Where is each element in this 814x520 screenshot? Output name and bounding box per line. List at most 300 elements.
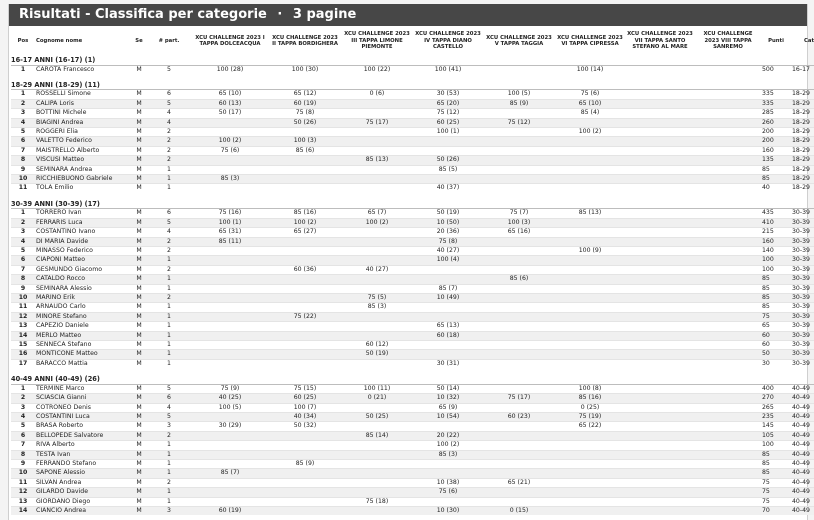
cell-stage-4: [413, 265, 483, 274]
spacer-cell: [11, 193, 814, 200]
table-row: [11, 322, 814, 331]
spacer-cell: [11, 74, 814, 81]
cell-stage-2: [269, 247, 341, 256]
cell-category: 30-39: [791, 265, 814, 274]
table-row: [11, 450, 814, 459]
cell-stage-4: 65 (20): [413, 99, 483, 108]
cell-stage-8: [695, 65, 761, 74]
cell-stage-1: [191, 350, 269, 359]
cell-stage-8: [695, 450, 761, 459]
cell-participations: 6: [147, 394, 191, 403]
cell-stage-5: 75 (12): [483, 118, 555, 127]
cell-sex: M: [131, 403, 147, 412]
cell-stage-6: [555, 303, 625, 312]
cell-sex: M: [131, 322, 147, 331]
cell-stage-1: [191, 128, 269, 137]
table-row: [11, 99, 814, 108]
cell-sex: M: [131, 478, 147, 487]
cell-stage-3: 85 (13): [341, 156, 413, 165]
cell-category: 40-49: [791, 422, 814, 431]
col-points: Punti: [768, 37, 784, 44]
cell-sex: M: [131, 65, 147, 74]
cell-category: 40-49: [791, 497, 814, 506]
cell-stage-7: [625, 118, 695, 127]
cell-stage-2: 100 (30): [269, 65, 341, 74]
cell-sex: M: [131, 469, 147, 478]
cell-sex: M: [131, 128, 147, 137]
cell-stage-8: [695, 303, 761, 312]
cell-stage-7: [625, 488, 695, 497]
cell-name: GIORDANO Diego: [35, 497, 131, 506]
cell-stage-2: 100 (2): [269, 218, 341, 227]
cell-participations: 1: [147, 312, 191, 321]
cell-pos: 1: [11, 90, 35, 99]
cell-category: 18-29: [791, 99, 814, 108]
cell-stage-5: [483, 341, 555, 350]
category-title: 40-49 ANNI (40-49) (26): [11, 375, 814, 384]
cell-stage-2: [269, 331, 341, 340]
cell-pos: 17: [11, 359, 35, 368]
cell-points: 75: [761, 478, 791, 487]
cell-sex: M: [131, 237, 147, 246]
cell-pos: 9: [11, 460, 35, 469]
cell-sex: M: [131, 350, 147, 359]
cell-sex: M: [131, 431, 147, 440]
cell-stage-8: [695, 237, 761, 246]
cell-participations: 1: [147, 303, 191, 312]
cell-stage-6: 85 (16): [555, 394, 625, 403]
table-row: [11, 312, 814, 321]
cell-stage-3: 85 (14): [341, 431, 413, 440]
cell-points: 145: [761, 422, 791, 431]
cell-pos: 10: [11, 294, 35, 303]
cell-sex: M: [131, 109, 147, 118]
table-row: [11, 413, 814, 422]
cell-stage-2: [269, 237, 341, 246]
cell-points: 160: [761, 146, 791, 155]
cell-stage-7: [625, 469, 695, 478]
cell-sex: M: [131, 422, 147, 431]
cell-stage-4: 20 (36): [413, 228, 483, 237]
cell-stage-2: [269, 294, 341, 303]
cell-name: MINASSO Federico: [35, 247, 131, 256]
cell-stage-8: [695, 469, 761, 478]
cell-pos: 3: [11, 403, 35, 412]
cell-category: 18-29: [791, 165, 814, 174]
cell-stage-1: [191, 478, 269, 487]
table-row: [11, 422, 814, 431]
cell-stage-3: 85 (3): [341, 303, 413, 312]
cell-stage-6: [555, 331, 625, 340]
cell-stage-8: [695, 146, 761, 155]
cell-stage-7: [625, 312, 695, 321]
cell-stage-5: 65 (21): [483, 478, 555, 487]
cell-name: BARACCO Mattia: [35, 359, 131, 368]
cell-stage-3: [341, 247, 413, 256]
cell-stage-7: [625, 497, 695, 506]
table-row: [11, 247, 814, 256]
cell-sex: M: [131, 256, 147, 265]
cell-name: VISCUSI Matteo: [35, 156, 131, 165]
cell-stage-7: [625, 99, 695, 108]
cell-stage-7: [625, 350, 695, 359]
cell-stage-5: [483, 450, 555, 459]
cell-stage-4: [413, 146, 483, 155]
cell-stage-2: [269, 165, 341, 174]
cell-name: MARINO Erik: [35, 294, 131, 303]
cell-stage-4: 100 (4): [413, 256, 483, 265]
cell-name: TORRERO Ivan: [35, 209, 131, 218]
cell-points: 435: [761, 209, 791, 218]
cell-participations: 1: [147, 331, 191, 340]
cell-stage-1: [191, 497, 269, 506]
cell-category: 30-39: [791, 331, 814, 340]
table-row: [11, 156, 814, 165]
cell-stage-7: [625, 413, 695, 422]
cell-stage-6: 85 (13): [555, 209, 625, 218]
cell-stage-5: 65 (16): [483, 228, 555, 237]
cell-stage-6: [555, 156, 625, 165]
cell-stage-5: [483, 460, 555, 469]
cell-participations: 5: [147, 218, 191, 227]
cell-stage-3: [341, 165, 413, 174]
cell-sex: M: [131, 450, 147, 459]
cell-category: 18-29: [791, 109, 814, 118]
cell-points: 285: [761, 109, 791, 118]
cell-name: VALETTO Federico: [35, 137, 131, 146]
cell-stage-3: [341, 99, 413, 108]
cell-participations: 2: [147, 478, 191, 487]
cell-participations: 1: [147, 284, 191, 293]
cell-pos: 1: [11, 384, 35, 393]
cell-pos: 5: [11, 422, 35, 431]
cell-sex: M: [131, 303, 147, 312]
cell-name: GESMUNDO Giacomo: [35, 265, 131, 274]
table-row: [11, 331, 814, 340]
cell-stage-7: [625, 331, 695, 340]
table-row: [11, 165, 814, 174]
cell-participations: 1: [147, 450, 191, 459]
cell-stage-1: 50 (17): [191, 109, 269, 118]
cell-pos: 5: [11, 128, 35, 137]
table-row: [11, 228, 814, 237]
cell-stage-5: [483, 422, 555, 431]
cell-name: FERRARIS Luca: [35, 218, 131, 227]
cell-participations: 1: [147, 256, 191, 265]
cell-name: COSTANTINI Luca: [35, 413, 131, 422]
cell-stage-1: 60 (19): [191, 507, 269, 516]
table-row: [11, 359, 814, 368]
cell-participations: 6: [147, 90, 191, 99]
cell-stage-1: [191, 165, 269, 174]
cell-pos: 1: [11, 209, 35, 218]
cell-stage-8: [695, 422, 761, 431]
table-row: [11, 65, 814, 74]
cell-stage-4: 85 (7): [413, 284, 483, 293]
cell-stage-2: 100 (7): [269, 403, 341, 412]
cell-name: TERMINE Marco: [35, 384, 131, 393]
cell-stage-4: [413, 137, 483, 146]
cell-stage-5: 100 (3): [483, 218, 555, 227]
cell-stage-7: [625, 478, 695, 487]
category-title: 16-17 ANNI (16-17) (1): [11, 56, 814, 65]
cell-stage-4: 40 (37): [413, 184, 483, 193]
cell-stage-8: [695, 478, 761, 487]
cell-stage-5: [483, 312, 555, 321]
cell-stage-7: [625, 450, 695, 459]
table-row: [11, 175, 814, 184]
cell-stage-1: [191, 256, 269, 265]
cell-pos: 8: [11, 156, 35, 165]
cell-stage-3: 0 (6): [341, 90, 413, 99]
cell-stage-3: [341, 256, 413, 265]
cell-stage-6: [555, 118, 625, 127]
cell-points: 200: [761, 137, 791, 146]
cell-stage-4: 75 (8): [413, 237, 483, 246]
cell-points: 60: [761, 341, 791, 350]
cell-stage-2: 60 (25): [269, 394, 341, 403]
cell-stage-1: [191, 184, 269, 193]
cell-stage-3: [341, 359, 413, 368]
cell-name: ROSSELLI Simone: [35, 90, 131, 99]
cell-stage-4: [413, 303, 483, 312]
category-spacer: [11, 193, 814, 200]
cell-stage-1: 100 (28): [191, 65, 269, 74]
cell-stage-2: 65 (12): [269, 90, 341, 99]
cell-participations: 4: [147, 228, 191, 237]
table-row: [11, 341, 814, 350]
cell-stage-7: [625, 275, 695, 284]
table-row: [11, 497, 814, 506]
cell-stage-8: [695, 284, 761, 293]
cell-stage-6: [555, 284, 625, 293]
cell-participations: 2: [147, 128, 191, 137]
cell-stage-6: [555, 175, 625, 184]
cell-participations: 2: [147, 431, 191, 440]
cell-name: BELLOPEDE Salvatore: [35, 431, 131, 440]
cell-stage-8: [695, 350, 761, 359]
cell-name: BRASA Roberto: [35, 422, 131, 431]
cell-points: 85: [761, 469, 791, 478]
cell-stage-5: [483, 184, 555, 193]
table-row: [11, 109, 814, 118]
table-row: [11, 431, 814, 440]
cell-stage-4: 100 (41): [413, 65, 483, 74]
cell-pos: 15: [11, 341, 35, 350]
cell-stage-2: [269, 184, 341, 193]
cell-stage-1: [191, 284, 269, 293]
cell-participations: 6: [147, 209, 191, 218]
cell-pos: 8: [11, 275, 35, 284]
col-stage-5: XCU CHALLENGE 2023 V TAPPA TAGGIA: [486, 34, 552, 47]
cell-name: SCIASCIA Gianni: [35, 394, 131, 403]
cell-stage-8: [695, 256, 761, 265]
cell-stage-7: [625, 303, 695, 312]
cell-stage-6: [555, 469, 625, 478]
cell-category: 40-49: [791, 413, 814, 422]
cell-stage-6: [555, 359, 625, 368]
cell-stage-4: 30 (31): [413, 359, 483, 368]
cell-stage-3: [341, 109, 413, 118]
cell-stage-5: [483, 265, 555, 274]
cell-stage-2: [269, 341, 341, 350]
cell-stage-3: [341, 322, 413, 331]
cell-category: 30-39: [791, 284, 814, 293]
cell-name: MAISTRELLO Alberto: [35, 146, 131, 155]
cell-points: 85: [761, 175, 791, 184]
cell-stage-6: [555, 265, 625, 274]
cell-points: 400: [761, 384, 791, 393]
col-pos: Pos: [17, 37, 29, 44]
cell-stage-8: [695, 109, 761, 118]
cell-stage-8: [695, 90, 761, 99]
table-row: [11, 478, 814, 487]
cell-stage-8: [695, 322, 761, 331]
col-stage-6: XCU CHALLENGE 2023 VI TAPPA CIPRESSA: [557, 34, 623, 47]
cell-stage-5: [483, 322, 555, 331]
cell-stage-5: [483, 359, 555, 368]
cell-stage-4: 75 (6): [413, 488, 483, 497]
cell-pos: 13: [11, 322, 35, 331]
cell-points: 70: [761, 507, 791, 516]
cell-stage-5: [483, 65, 555, 74]
cell-participations: 5: [147, 384, 191, 393]
cell-stage-4: 85 (3): [413, 450, 483, 459]
table-row: [11, 284, 814, 293]
cell-category: 18-29: [791, 175, 814, 184]
cell-stage-7: [625, 431, 695, 440]
cell-sex: M: [131, 165, 147, 174]
cell-stage-1: [191, 265, 269, 274]
cell-stage-8: [695, 312, 761, 321]
cell-stage-3: 0 (21): [341, 394, 413, 403]
category-title: 30-39 ANNI (30-39) (17): [11, 200, 814, 209]
cell-stage-2: 75 (15): [269, 384, 341, 393]
cell-stage-3: [341, 284, 413, 293]
cell-pos: 4: [11, 118, 35, 127]
cell-stage-2: 85 (16): [269, 209, 341, 218]
cell-participations: 1: [147, 275, 191, 284]
cell-stage-5: [483, 146, 555, 155]
cell-category: 18-29: [791, 146, 814, 155]
cell-points: 215: [761, 228, 791, 237]
cell-stage-8: [695, 175, 761, 184]
category-header-row: [11, 375, 814, 384]
cell-stage-6: [555, 341, 625, 350]
cell-stage-6: [555, 478, 625, 487]
cell-participations: 1: [147, 359, 191, 368]
cell-pos: 7: [11, 146, 35, 155]
cell-stage-7: [625, 175, 695, 184]
cell-stage-6: [555, 218, 625, 227]
cell-pos: 12: [11, 488, 35, 497]
cell-category: 18-29: [791, 156, 814, 165]
cell-stage-1: [191, 359, 269, 368]
cell-stage-4: [413, 312, 483, 321]
cell-stage-5: [483, 137, 555, 146]
cell-participations: 2: [147, 237, 191, 246]
cell-stage-4: 60 (25): [413, 118, 483, 127]
cell-stage-4: 10 (50): [413, 218, 483, 227]
cell-stage-2: [269, 497, 341, 506]
cell-stage-6: 100 (2): [555, 128, 625, 137]
cell-stage-7: [625, 165, 695, 174]
cell-stage-5: [483, 441, 555, 450]
cell-stage-8: [695, 507, 761, 516]
cell-participations: 5: [147, 99, 191, 108]
cell-name: SENNECA Stefano: [35, 341, 131, 350]
cell-pos: 16: [11, 350, 35, 359]
cell-stage-5: 0 (15): [483, 507, 555, 516]
header-row: [11, 26, 814, 56]
cell-sex: M: [131, 341, 147, 350]
cell-stage-1: [191, 294, 269, 303]
cell-stage-6: 65 (10): [555, 99, 625, 108]
cell-pos: 7: [11, 265, 35, 274]
page-count: 3 pagine: [292, 7, 357, 22]
cell-stage-6: [555, 137, 625, 146]
cell-stage-3: [341, 331, 413, 340]
cell-sex: M: [131, 284, 147, 293]
cell-stage-4: 75 (12): [413, 109, 483, 118]
cell-category: 30-39: [791, 294, 814, 303]
cell-stage-5: [483, 488, 555, 497]
col-stage-8: XCU CHALLENGE 2023 VIII TAPPA SANREMO: [703, 31, 753, 51]
category-spacer: [11, 74, 814, 81]
cell-points: 160: [761, 237, 791, 246]
cell-stage-5: 100 (5): [483, 90, 555, 99]
cell-pos: 3: [11, 228, 35, 237]
cell-stage-4: [413, 497, 483, 506]
cell-stage-7: [625, 109, 695, 118]
cell-stage-8: [695, 488, 761, 497]
cell-sex: M: [131, 209, 147, 218]
cell-stage-7: [625, 284, 695, 293]
cell-stage-3: [341, 128, 413, 137]
col-sex: Se: [135, 37, 143, 44]
cell-category: 30-39: [791, 237, 814, 246]
cell-category: 18-29: [791, 90, 814, 99]
cell-stage-7: [625, 384, 695, 393]
cell-stage-8: [695, 118, 761, 127]
cell-stage-1: [191, 275, 269, 284]
cell-stage-1: [191, 431, 269, 440]
table-row: [11, 384, 814, 393]
cell-stage-7: [625, 265, 695, 274]
cell-name: TESTA Ivan: [35, 450, 131, 459]
cell-name: RIVA Alberto: [35, 441, 131, 450]
col-stage-7: XCU CHALLENGE 2023 VII TAPPA SANTO STEFANO AL MARE: [627, 31, 693, 51]
cell-pos: 8: [11, 450, 35, 459]
cell-stage-6: 0 (25): [555, 403, 625, 412]
cell-stage-5: [483, 284, 555, 293]
cell-participations: 3: [147, 507, 191, 516]
cell-points: 75: [761, 497, 791, 506]
table-row: [11, 275, 814, 284]
cell-stage-4: [413, 341, 483, 350]
cell-pos: 11: [11, 303, 35, 312]
cell-stage-6: [555, 165, 625, 174]
cell-stage-1: [191, 118, 269, 127]
cell-stage-7: [625, 184, 695, 193]
cell-stage-2: [269, 156, 341, 165]
cell-sex: M: [131, 218, 147, 227]
results-body: [11, 56, 814, 515]
cell-stage-6: 85 (4): [555, 109, 625, 118]
cell-pos: 11: [11, 478, 35, 487]
cell-sex: M: [131, 394, 147, 403]
cell-points: 335: [761, 99, 791, 108]
